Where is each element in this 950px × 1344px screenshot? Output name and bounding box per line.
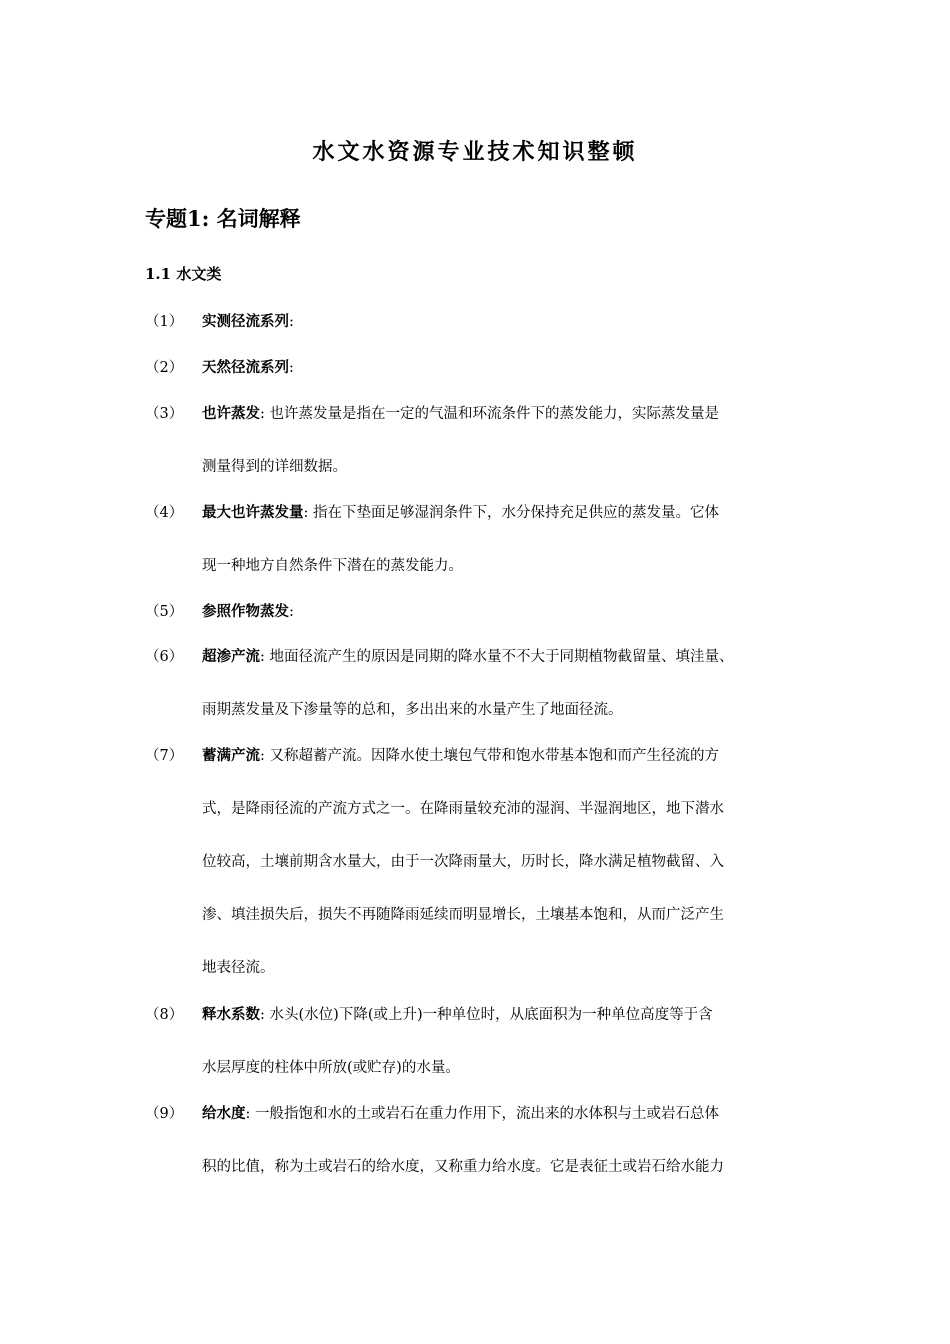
term-label: 蓄满产流 <box>202 747 260 764</box>
term-separator: : <box>260 1007 265 1023</box>
definition-text: 又称超蓄产流。因降水使土壤包气带和饱水带基本饱和而产生径流的方 <box>264 748 719 764</box>
item-number: （8） <box>145 1007 184 1023</box>
item-continuation-line <box>202 455 347 476</box>
term-separator: : <box>289 314 294 330</box>
term-separator: : <box>260 649 265 665</box>
item-continuation-line <box>202 797 724 818</box>
term-label: 释水系数 <box>202 1006 260 1023</box>
term-label: 超渗产流 <box>202 648 260 665</box>
item-first-line <box>202 1003 713 1024</box>
item-continuation-line <box>202 850 724 871</box>
term-separator: : <box>260 748 265 764</box>
definition-text: 渗、填洼损失后，损失不再随降雨延续而明显增长，土壤基本饱和，从而广泛产生 <box>202 907 724 923</box>
item-number: （9） <box>145 1106 184 1122</box>
term-separator: : <box>289 360 294 376</box>
item-first-line <box>202 1102 719 1123</box>
term-label: 最大也许蒸发量 <box>202 504 304 521</box>
term-label: 也许蒸发 <box>202 405 260 422</box>
definition-text: 式，是降雨径流的产流方式之一。在降雨量较充沛的湿润、半湿润地区，地下潜水 <box>202 801 724 817</box>
definition-text: 水层厚度的柱体中所放(或贮存)的水量。 <box>202 1060 460 1076</box>
item-first-line <box>202 356 294 377</box>
term-separator: : <box>289 604 294 620</box>
item-number: （4） <box>145 505 184 521</box>
item-first-line <box>202 645 734 666</box>
definition-text: 地面径流产生的原因是同期的降水量不不大于同期植物截留量、填洼量、 <box>264 649 734 665</box>
definition-text: 一般指饱和水的土或岩石在重力作用下，流出来的水体积与土或岩石总体 <box>250 1106 719 1122</box>
term-separator: : <box>245 1106 251 1122</box>
definition-text: 也许蒸发量是指在一定的气温和环流条件下的蒸发能力，实际蒸发量是 <box>264 406 719 422</box>
definition-text: 测量得到的详细数据。 <box>202 459 347 475</box>
item-first-line <box>202 744 719 765</box>
item-number: （2） <box>145 360 184 376</box>
term-separator: : <box>260 406 265 422</box>
item-continuation-line <box>202 956 275 977</box>
item-continuation-line <box>202 698 623 719</box>
item-continuation-line <box>202 1056 460 1077</box>
section-heading: 专题1: 名词解释 <box>145 206 301 231</box>
term-label: 天然径流系列 <box>202 359 289 376</box>
item-continuation-line <box>202 1155 724 1176</box>
item-first-line <box>202 501 719 522</box>
item-first-line <box>202 600 294 621</box>
definition-text: 积的比值，称为土或岩石的给水度，又称重力给水度。它是表征土或岩石给水能力 <box>202 1159 724 1175</box>
item-continuation-line <box>202 903 724 924</box>
item-continuation-line <box>202 554 463 575</box>
term-label: 给水度 <box>202 1105 246 1122</box>
definition-text: 位较高，土壤前期含水量大，由于一次降雨量大，历时长，降水满足植物截留、入 <box>202 854 724 870</box>
subsection-heading: 1.1 水文类 <box>145 265 222 283</box>
definition-text: 指在下垫面足够湿润条件下，水分保持充足供应的蒸发量。它体 <box>308 505 719 521</box>
definition-text: 水头(水位)下降(或上升)一种单位时，从底面积为一种单位高度等于含 <box>264 1007 713 1023</box>
definition-text: 雨期蒸发量及下渗量等的总和，多出出来的水量产生了地面径流。 <box>202 702 623 718</box>
item-number: （6） <box>145 649 184 665</box>
term-label: 实测径流系列 <box>202 313 289 330</box>
document-title: 水文水资源专业技术知识整顿 <box>312 139 638 165</box>
definition-text: 地表径流。 <box>202 960 275 976</box>
item-number: （5） <box>145 604 184 620</box>
term-separator: : <box>303 505 309 521</box>
item-first-line <box>202 310 294 331</box>
item-number: （3） <box>145 406 184 422</box>
term-label: 参照作物蒸发 <box>202 603 289 620</box>
definition-text: 现一种地方自然条件下潜在的蒸发能力。 <box>202 558 463 574</box>
item-number: （1） <box>145 314 184 330</box>
item-number: （7） <box>145 748 184 764</box>
item-first-line <box>202 402 719 423</box>
